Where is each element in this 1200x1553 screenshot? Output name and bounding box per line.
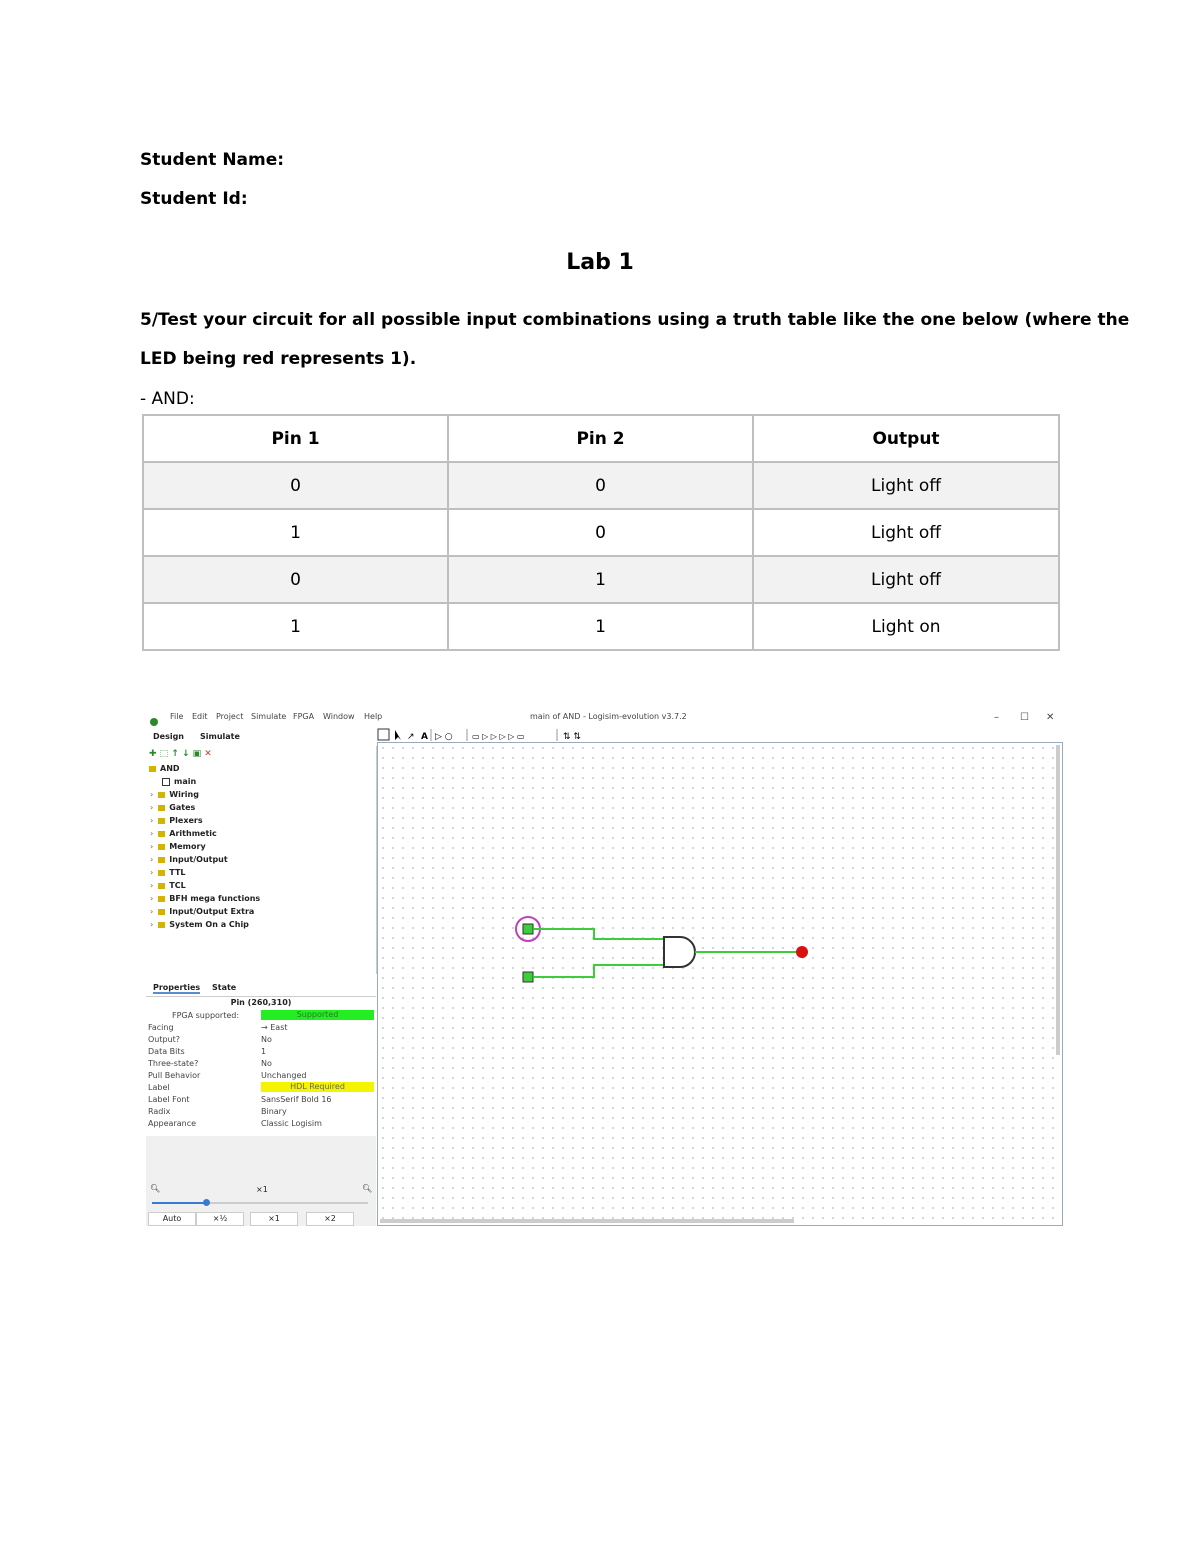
svg-text:A: A — [421, 732, 428, 742]
zoom-1x-button[interactable]: ×1 — [250, 1212, 298, 1226]
tab-state[interactable]: State — [212, 983, 237, 992]
window-title: main of AND - Logisim-evolution v3.7.2 — [530, 712, 687, 721]
zoom-slider-thumb[interactable] — [203, 1199, 210, 1206]
label-hdl-badge[interactable]: HDL Required — [261, 1082, 374, 1092]
prop-value[interactable]: Unchanged — [261, 1071, 307, 1080]
menu-edit[interactable]: Edit — [192, 712, 208, 721]
svg-text:▷ ○: ▷ ○ — [435, 732, 453, 742]
maximize-button[interactable]: ☐ — [1020, 712, 1029, 723]
zoom-slider[interactable] — [152, 1202, 368, 1204]
circuit-diagram — [378, 743, 1062, 1225]
menu-simulate[interactable]: Simulate — [251, 712, 287, 721]
tree-folder[interactable]: › Arithmetic — [150, 829, 217, 838]
tab-properties[interactable]: Properties — [153, 983, 201, 992]
tree-folder[interactable]: › BFH mega functions — [150, 894, 261, 903]
cell: Light off — [753, 556, 1059, 603]
logisim-screenshot — [146, 706, 1064, 1226]
zoom-half-button[interactable]: ×½ — [196, 1212, 244, 1226]
prop-key: Appearance — [148, 1119, 197, 1128]
cell: 0 — [143, 556, 448, 603]
and-gate[interactable] — [664, 937, 695, 967]
close-button[interactable]: ✕ — [1046, 712, 1055, 723]
zoom-out-icon[interactable]: 🔍︎ — [150, 1184, 161, 1193]
svg-text:↗: ↗ — [407, 732, 415, 742]
cell: 1 — [143, 603, 448, 650]
menu-bar — [146, 706, 1064, 728]
tree-folder[interactable]: › Plexers — [150, 816, 203, 825]
menu-help[interactable]: Help — [364, 712, 383, 721]
tab-simulate[interactable]: Simulate — [200, 732, 240, 741]
input-pin-1[interactable] — [523, 924, 533, 934]
prop-key: Output? — [148, 1035, 181, 1044]
cell: Light off — [753, 509, 1059, 556]
header-pin2: Pin 2 — [448, 415, 753, 462]
zoom-2x-button[interactable]: ×2 — [306, 1212, 354, 1226]
prop-value[interactable]: No — [261, 1059, 272, 1068]
student-name-label: Student Name: — [140, 150, 285, 170]
prop-key: Radix — [148, 1107, 171, 1116]
table-row — [143, 603, 1059, 650]
vertical-scrollbar[interactable] — [1056, 745, 1060, 1055]
circuit-canvas[interactable] — [377, 742, 1063, 1226]
table-row — [143, 556, 1059, 603]
tree-folder[interactable]: › Input/Output Extra — [150, 907, 255, 916]
cell: Light on — [753, 603, 1059, 650]
header-pin1: Pin 1 — [143, 415, 448, 462]
toolbar-icons[interactable] — [377, 728, 617, 742]
cell: 0 — [143, 462, 448, 509]
wire-1[interactable] — [533, 929, 664, 939]
circuit-tree — [146, 746, 377, 974]
left-tabs — [148, 730, 376, 744]
cell: 1 — [448, 603, 753, 650]
props-title: Pin (260,310) — [230, 998, 292, 1007]
prop-value[interactable]: 1 — [261, 1047, 267, 1056]
canvas-toolbar — [377, 728, 1061, 742]
zoom-value: ×1 — [256, 1185, 268, 1194]
wire-2[interactable] — [533, 965, 664, 977]
prop-key: Facing — [148, 1023, 174, 1032]
table-row — [143, 462, 1059, 509]
page-title: Lab 1 — [566, 250, 634, 275]
prop-key: Data Bits — [148, 1047, 185, 1056]
instruction-line-1: 5/Test your circuit for all possible input combinations using a truth table like the one below (where the — [140, 310, 1130, 330]
prop-key: Label Font — [148, 1095, 190, 1104]
minimize-button[interactable]: – — [994, 712, 999, 723]
prop-value[interactable]: Classic Logisim — [261, 1119, 322, 1128]
input-pin-2[interactable] — [523, 972, 533, 982]
cell: 1 — [143, 509, 448, 556]
tree-folder[interactable]: › Memory — [150, 842, 206, 851]
table-header-row — [143, 415, 1059, 462]
prop-key: Label — [148, 1083, 170, 1092]
tree-toolbar-icons[interactable]: ✚ ⬚ ↑ ↓ ▣ ✕ — [149, 749, 212, 759]
tree-folder[interactable]: › Input/Output — [150, 855, 228, 864]
prop-key: Pull Behavior — [148, 1071, 201, 1080]
table-row — [143, 509, 1059, 556]
cell: 0 — [448, 509, 753, 556]
led-output[interactable] — [796, 946, 808, 958]
menu-window[interactable]: Window — [323, 712, 355, 721]
cell: 0 — [448, 462, 753, 509]
tree-root[interactable]: AND — [149, 764, 180, 773]
fpga-supported-badge: Supported — [261, 1010, 374, 1020]
student-id-label: Student Id: — [140, 189, 248, 209]
tree-folder[interactable]: › Wiring — [150, 790, 199, 799]
svg-text:⇅ ⇅: ⇅ ⇅ — [563, 732, 581, 742]
menu-project[interactable]: Project — [216, 712, 244, 721]
prop-value[interactable]: → East — [261, 1023, 288, 1032]
cell: 1 — [448, 556, 753, 603]
prop-key: Three-state? — [148, 1059, 199, 1068]
prop-key: FPGA supported: — [172, 1011, 240, 1020]
tab-design[interactable]: Design — [153, 732, 184, 741]
truth-table — [142, 414, 1060, 651]
instruction-line-2: LED being red represents 1). — [140, 349, 417, 369]
prop-value[interactable]: SansSerif Bold 16 — [261, 1095, 332, 1104]
prop-value[interactable]: No — [261, 1035, 272, 1044]
properties-tabs — [146, 980, 376, 997]
tree-folder[interactable]: › System On a Chip — [150, 920, 249, 929]
prop-value[interactable]: Binary — [261, 1107, 287, 1116]
tree-folder[interactable]: › TTL — [150, 868, 186, 877]
zoom-slider-fill — [152, 1202, 206, 1204]
tree-folder[interactable]: › TCL — [150, 881, 186, 890]
zoom-in-icon[interactable]: 🔍︎ — [362, 1184, 373, 1193]
zoom-auto-button[interactable]: Auto — [148, 1212, 196, 1226]
gate-label: - AND: — [140, 389, 195, 409]
header-output: Output — [753, 415, 1059, 462]
menu-file[interactable]: File — [170, 712, 184, 721]
tree-folder[interactable]: › Gates — [150, 803, 196, 812]
svg-text:▭ ▷ ▷ ▷ ▷ ▭: ▭ ▷ ▷ ▷ ▷ ▭ — [472, 732, 525, 741]
menu-fpga[interactable]: FPGA — [293, 712, 315, 721]
cell: Light off — [753, 462, 1059, 509]
horizontal-scrollbar[interactable] — [380, 1219, 794, 1223]
tree-circuit-main[interactable]: main — [162, 777, 196, 786]
zoom-panel — [146, 1136, 376, 1226]
